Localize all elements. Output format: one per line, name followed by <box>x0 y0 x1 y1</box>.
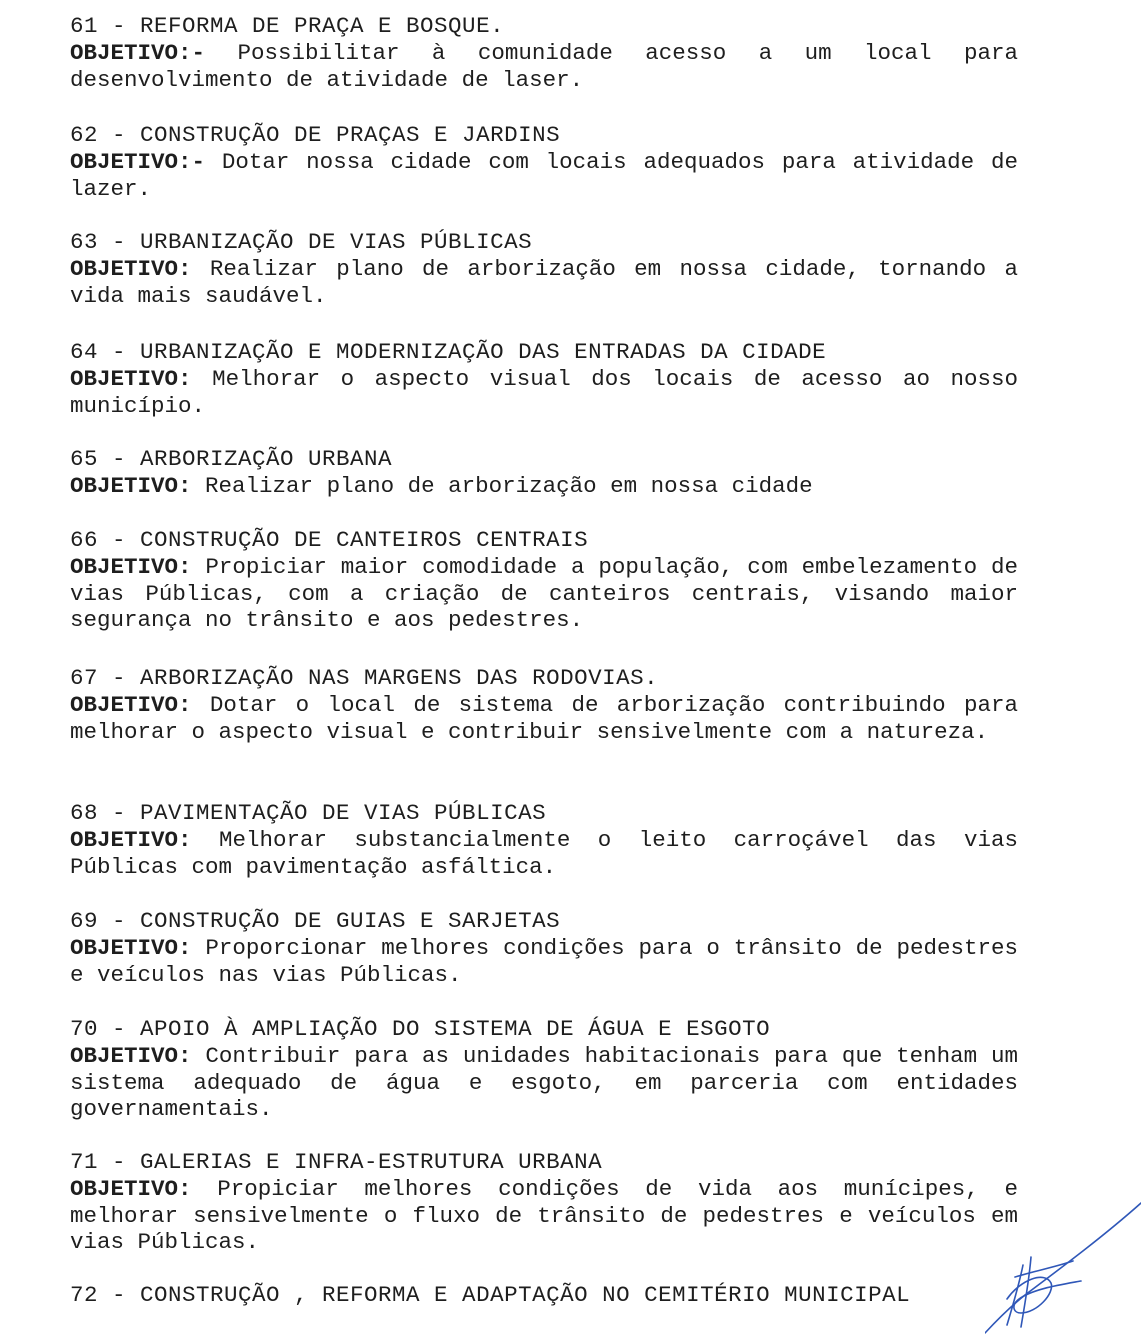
item-63 <box>70 229 1018 309</box>
objective-label: OBJETIVO: <box>70 366 192 392</box>
handwritten-signature <box>985 1195 1141 1338</box>
objective-text: Dotar o local de sistema de arborização contribuindo para melhorar o aspecto visual e contribuir sensivelmente com a natureza. <box>70 692 1018 745</box>
objective-label: OBJETIVO: <box>70 1043 192 1069</box>
item-title: 64 - URBANIZAÇÃO E MODERNIZAÇÃO DAS ENTRADAS DA CIDADE <box>70 339 827 365</box>
item-objective <box>70 256 1018 309</box>
item-title: 62 - CONSTRUÇÃO DE PRAÇAS E JARDINS <box>70 122 561 148</box>
item-objective <box>70 554 1018 634</box>
item-title: 69 - CONSTRUÇÃO DE GUIAS E SARJETAS <box>70 908 561 934</box>
item-objective <box>70 473 1018 500</box>
item-71 <box>70 1149 1018 1256</box>
objective-label: OBJETIVO: <box>70 256 192 282</box>
item-objective <box>70 827 1018 880</box>
item-61 <box>70 13 1018 93</box>
objective-text: Possibilitar à comunidade acesso a um local para desenvolvimento de atividade de laser. <box>70 40 1018 93</box>
item-objective <box>70 1176 1018 1256</box>
item-72 <box>70 1282 1018 1309</box>
item-title: 67 - ARBORIZAÇÃO NAS MARGENS DAS RODOVIAS. <box>70 665 659 691</box>
objective-label: OBJETIVO: <box>70 935 192 961</box>
objective-text: Realizar plano de arborização em nossa cidade, tornando a vida mais saudável. <box>70 256 1018 309</box>
objective-label: OBJETIVO: <box>70 1176 192 1202</box>
objective-text: Dotar nossa cidade com locais adequados para atividade de lazer. <box>70 149 1018 202</box>
item-title: 72 - CONSTRUÇÃO , REFORMA E ADAPTAÇÃO NO CEMITÉRIO MUNICIPAL <box>70 1282 911 1308</box>
item-objective <box>70 935 1018 988</box>
objective-text: Contribuir para as unidades habitacionais para que tenham um sistema adequado de água e esgoto, em parceria com entidades governamentais. <box>70 1043 1018 1122</box>
objective-label: OBJETIVO: <box>70 692 192 718</box>
objective-text: Propiciar melhores condições de vida aos munícipes, e melhorar sensivelmente o fluxo de trânsito de pedestres e veículos em vias Públicas. <box>70 1176 1018 1255</box>
objective-text: Proporcionar melhores condições para o trânsito de pedestres e veículos nas vias Públicas. <box>70 935 1018 988</box>
objective-label: OBJETIVO:- <box>70 149 206 175</box>
item-objective <box>70 366 1018 419</box>
objective-label: OBJETIVO: <box>70 473 192 499</box>
item-66 <box>70 527 1018 634</box>
objective-text: Realizar plano de arborização em nossa cidade <box>205 473 813 499</box>
objective-label: OBJETIVO:- <box>70 40 206 66</box>
item-title: 61 - REFORMA DE PRAÇA E BOSQUE. <box>70 13 505 39</box>
objective-text: Melhorar substancialmente o leito carroçável das vias Públicas com pavimentação asfáltica. <box>70 827 1018 880</box>
item-67 <box>70 665 1018 745</box>
item-title: 70 - APOIO À AMPLIAÇÃO DO SISTEMA DE ÁGUA E ESGOTO <box>70 1016 771 1042</box>
item-objective <box>70 1043 1018 1123</box>
item-objective <box>70 149 1018 202</box>
item-64 <box>70 339 1018 419</box>
objective-text: Melhorar o aspecto visual dos locais de acesso ao nosso município. <box>70 366 1018 419</box>
item-objective <box>70 40 1018 93</box>
item-title: 63 - URBANIZAÇÃO DE VIAS PÚBLICAS <box>70 229 533 255</box>
item-title: 65 - ARBORIZAÇÃO URBANA <box>70 446 393 472</box>
item-62 <box>70 122 1018 202</box>
item-title: 68 - PAVIMENTAÇÃO DE VIAS PÚBLICAS <box>70 800 547 826</box>
item-title: 71 - GALERIAS E INFRA-ESTRUTURA URBANA <box>70 1149 603 1175</box>
objective-text: Propiciar maior comodidade a população, com embelezamento de vias Públicas, com a criação de canteiros centrais, visando maior segurança no trânsito e aos pedestres. <box>70 554 1018 633</box>
objective-label: OBJETIVO: <box>70 554 192 580</box>
objective-label: OBJETIVO: <box>70 827 192 853</box>
item-68 <box>70 800 1018 880</box>
item-70 <box>70 1016 1018 1123</box>
item-objective <box>70 692 1018 745</box>
item-69 <box>70 908 1018 988</box>
item-title: 66 - CONSTRUÇÃO DE CANTEIROS CENTRAIS <box>70 527 589 553</box>
item-65 <box>70 446 1018 500</box>
